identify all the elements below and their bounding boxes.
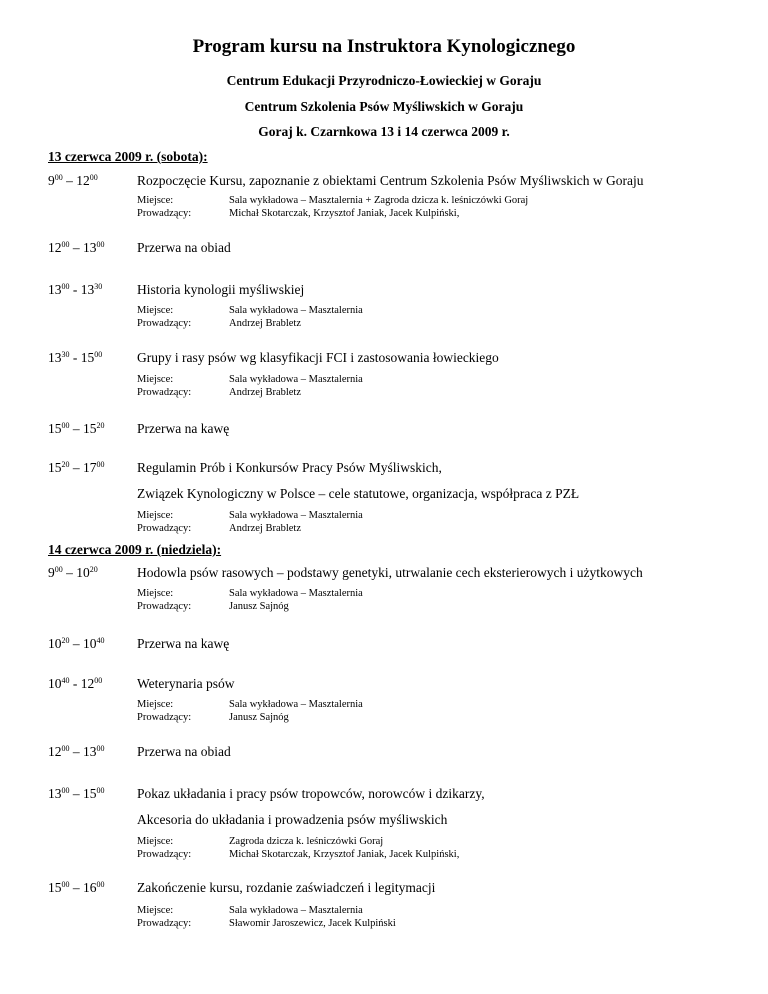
- session-meta: [137, 835, 459, 861]
- lead-label: Prowadzący:: [137, 523, 192, 534]
- session-title: Grupy i rasy psów wg klasyfikacji FCI i zastosowania łowieckiego: [137, 350, 499, 365]
- session-time: [48, 565, 98, 581]
- start-minutes: 00: [61, 880, 70, 889]
- lead-label: Prowadzący:: [137, 849, 192, 860]
- session-title: Hodowla psów rasowych – podstawy genetyki, utrwalanie cech eksterierowych i użytkowych: [137, 565, 643, 580]
- end-minutes: 00: [94, 350, 103, 359]
- end-minutes: 00: [89, 173, 98, 182]
- end-hour: 10: [76, 565, 90, 580]
- end-hour: 16: [83, 880, 97, 895]
- organizer-line-2: Centrum Szkolenia Psów Myśliwskich w Goraju: [244, 99, 524, 114]
- end-hour: 17: [83, 460, 97, 475]
- start-minutes: 00: [54, 565, 63, 574]
- session-lead: Michał Skotarczak, Krzysztof Janiak, Jacek Kulpiński,: [229, 849, 460, 860]
- end-minutes: 30: [94, 282, 103, 291]
- lead-label: Prowadzący:: [137, 601, 192, 612]
- end-hour: 12: [76, 173, 90, 188]
- session-title: Przerwa na kawę: [137, 421, 230, 436]
- end-hour: 15: [80, 350, 95, 365]
- session-title-continued: Akcesoria do układania i prowadzenia psów myśliwskich: [137, 812, 448, 827]
- end-minutes: 00: [96, 880, 105, 889]
- session-meta: [137, 304, 363, 330]
- end-minutes: 20: [96, 421, 105, 430]
- day2-heading: 14 czerwca 2009 r. (niedziela):: [48, 542, 222, 557]
- place-label: Miejsce:: [137, 699, 174, 710]
- start-hour: 9: [48, 173, 55, 188]
- start-hour: 10: [48, 676, 62, 691]
- session-time: [48, 282, 102, 298]
- session-place: Zagroda dzicza k. leśniczówki Goraj: [229, 836, 384, 847]
- time-separator: –: [69, 636, 83, 651]
- time-separator: -: [69, 676, 81, 691]
- place-label: Miejsce:: [137, 195, 174, 206]
- time-separator: –: [62, 173, 77, 188]
- session-title: Historia kynologii myśliwskiej: [137, 282, 305, 297]
- session-meta: [137, 587, 363, 613]
- session-time: [48, 636, 105, 652]
- session-meta: [137, 194, 528, 220]
- start-minutes: 20: [61, 636, 70, 645]
- end-hour: 13: [83, 744, 97, 759]
- start-minutes: 00: [61, 786, 70, 795]
- session-time: [48, 676, 102, 692]
- session-meta: [137, 509, 363, 535]
- start-hour: 15: [48, 460, 62, 475]
- start-hour: 12: [48, 744, 62, 759]
- end-minutes: 40: [96, 636, 105, 645]
- session-time: [48, 350, 102, 366]
- start-minutes: 00: [61, 282, 70, 291]
- session-place: Sala wykładowa – Masztalernia: [229, 510, 363, 521]
- place-label: Miejsce:: [137, 305, 174, 316]
- start-hour: 12: [48, 240, 62, 255]
- document-title: Program kursu na Instruktora Kynologicznego: [192, 36, 576, 57]
- session-time: [48, 173, 98, 189]
- session-title: Regulamin Prób i Konkursów Pracy Psów Myśliwskich,: [137, 460, 442, 475]
- session-lead: Sławomir Jaroszewicz, Jacek Kulpiński: [229, 918, 396, 929]
- time-separator: –: [69, 460, 83, 475]
- session-time: [48, 786, 105, 802]
- time-separator: -: [69, 282, 81, 297]
- session-time: [48, 744, 105, 760]
- session-place: Sala wykładowa – Masztalernia: [229, 588, 363, 599]
- time-separator: –: [69, 786, 83, 801]
- session-lead: Andrzej Brabletz: [229, 318, 302, 329]
- session-title: Rozpoczęcie Kursu, zapoznanie z obiektami Centrum Szkolenia Psów Myśliwskich w Goraju: [137, 173, 644, 188]
- lead-label: Prowadzący:: [137, 208, 192, 219]
- end-hour: 13: [83, 240, 97, 255]
- end-minutes: 00: [96, 786, 105, 795]
- session-place: Sala wykładowa – Masztalernia: [229, 305, 363, 316]
- lead-label: Prowadzący:: [137, 318, 192, 329]
- end-minutes: 20: [89, 565, 98, 574]
- session-place: Sala wykładowa – Masztalernia + Zagroda dzicza k. leśniczówki Goraj: [229, 195, 529, 206]
- time-separator: –: [69, 421, 83, 436]
- end-minutes: 00: [96, 744, 105, 753]
- session-lead: Janusz Sajnóg: [229, 712, 289, 723]
- lead-label: Prowadzący:: [137, 387, 192, 398]
- lead-label: Prowadzący:: [137, 712, 192, 723]
- session-title: Przerwa na obiad: [137, 744, 231, 759]
- time-separator: –: [69, 880, 83, 895]
- start-hour: 15: [48, 880, 62, 895]
- session-meta: [137, 373, 363, 399]
- end-minutes: 00: [96, 240, 105, 249]
- organizer-line-1: Centrum Edukacji Przyrodniczo-Łowieckiej w Goraju: [226, 73, 542, 88]
- place-label: Miejsce:: [137, 588, 174, 599]
- session-title: Pokaz układania i pracy psów tropowców, norowców i dzikarzy,: [137, 786, 485, 801]
- start-minutes: 00: [61, 421, 70, 430]
- session-place: Sala wykładowa – Masztalernia: [229, 374, 363, 385]
- location-date-line: Goraj k. Czarnkowa 13 i 14 czerwca 2009 r.: [258, 124, 510, 139]
- session-title-continued: Związek Kynologiczny w Polsce – cele statutowe, organizacja, współpraca z PZŁ: [137, 486, 580, 501]
- end-hour: 15: [83, 786, 97, 801]
- start-minutes: 00: [54, 173, 63, 182]
- end-minutes: 00: [96, 460, 105, 469]
- start-minutes: 30: [61, 350, 70, 359]
- session-lead: Michał Skotarczak, Krzysztof Janiak, Jacek Kulpiński,: [229, 208, 460, 219]
- session-title: Zakończenie kursu, rozdanie zaświadczeń i legitymacji: [137, 880, 436, 895]
- start-hour: 13: [48, 350, 62, 365]
- session-time: [48, 880, 105, 896]
- start-minutes: 00: [61, 240, 70, 249]
- session-lead: Andrzej Brabletz: [229, 387, 302, 398]
- session-place: Sala wykładowa – Masztalernia: [229, 699, 363, 710]
- session-time: [48, 460, 105, 476]
- end-hour: 10: [83, 636, 97, 651]
- end-minutes: 00: [94, 676, 103, 685]
- session-title: Weterynaria psów: [137, 676, 235, 691]
- place-label: Miejsce:: [137, 374, 174, 385]
- start-minutes: 40: [61, 676, 70, 685]
- session-lead: Andrzej Brabletz: [229, 523, 302, 534]
- session-time: [48, 421, 105, 437]
- lead-label: Prowadzący:: [137, 918, 192, 929]
- start-hour: 10: [48, 636, 62, 651]
- time-separator: –: [69, 240, 83, 255]
- start-hour: 13: [48, 786, 62, 801]
- start-minutes: 00: [61, 744, 70, 753]
- session-title: Przerwa na kawę: [137, 636, 230, 651]
- start-minutes: 20: [61, 460, 70, 469]
- time-separator: -: [69, 350, 81, 365]
- session-lead: Janusz Sajnóg: [229, 601, 289, 612]
- time-separator: –: [62, 565, 77, 580]
- place-label: Miejsce:: [137, 510, 174, 521]
- session-meta: [137, 698, 363, 724]
- place-label: Miejsce:: [137, 905, 174, 916]
- session-meta: [137, 904, 396, 930]
- day1-heading: 13 czerwca 2009 r. (sobota):: [48, 149, 208, 164]
- session-time: [48, 240, 105, 256]
- end-hour: 13: [80, 282, 95, 297]
- start-hour: 13: [48, 282, 62, 297]
- time-separator: –: [69, 744, 83, 759]
- session-title: Przerwa na obiad: [137, 240, 231, 255]
- session-place: Sala wykładowa – Masztalernia: [229, 905, 363, 916]
- place-label: Miejsce:: [137, 836, 174, 847]
- start-hour: 9: [48, 565, 55, 580]
- start-hour: 15: [48, 421, 62, 436]
- end-hour: 15: [83, 421, 97, 436]
- end-hour: 12: [80, 676, 95, 691]
